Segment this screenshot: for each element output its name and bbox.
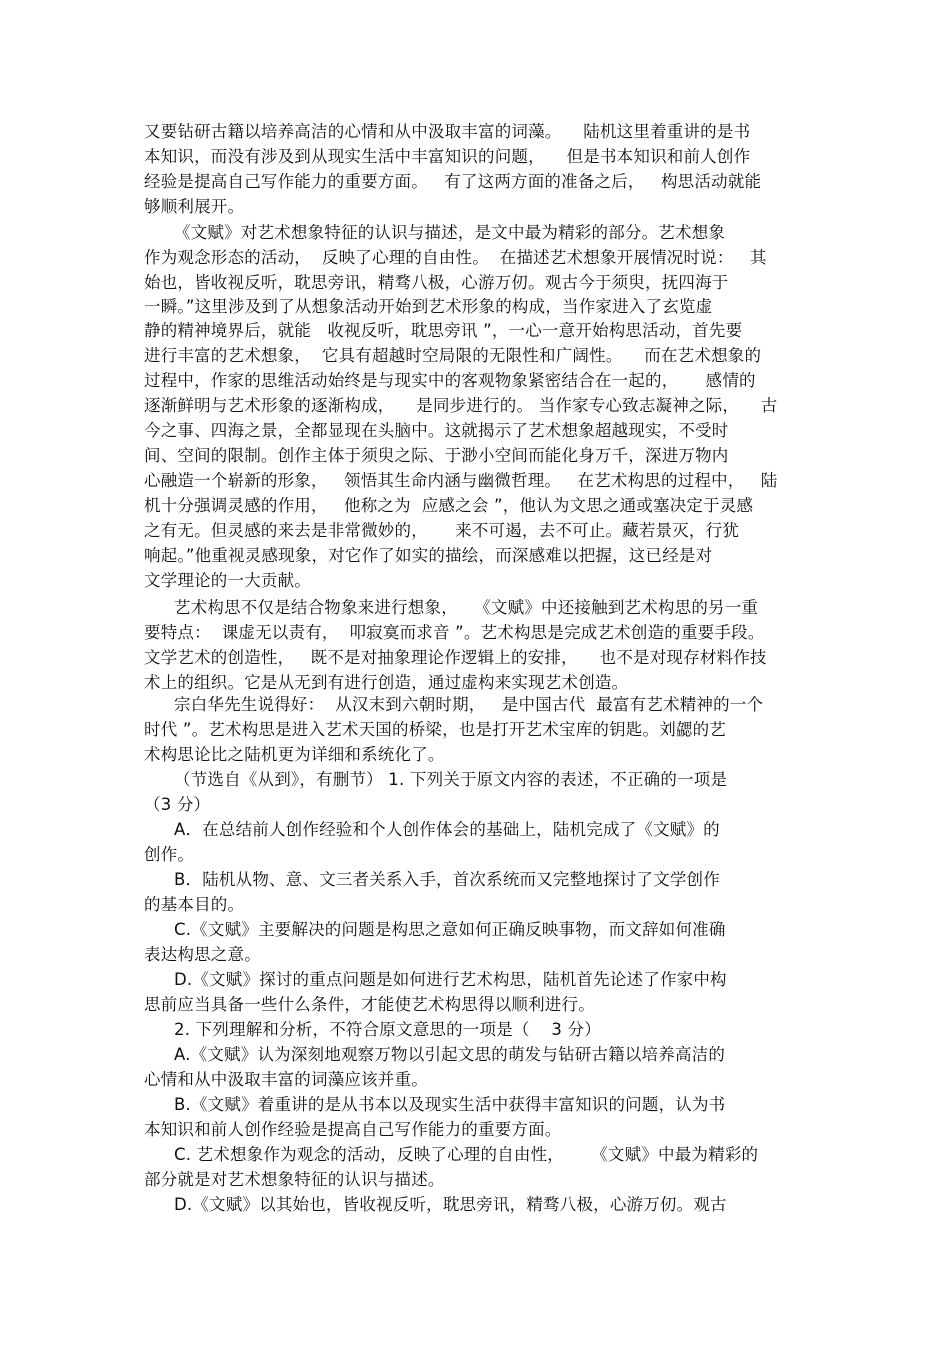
- text-line: 又要钻研古籍以培养高洁的心情和从中汲取丰富的词藻。 陆机这里着重讲的是书: [144, 122, 751, 141]
- text-line: D.《文赋》以其始也，皆收视反听，耽思旁讯，精骛八极，心游万仞。观古: [174, 1195, 727, 1214]
- text-line: 本知识，而没有涉及到从现实生活中丰富知识的问题， 但是书本知识和前人创作: [144, 147, 751, 166]
- text-line: 《文赋》对艺术想象特征的认识与描述，是文中最为精彩的部分。艺术想象: [174, 223, 726, 242]
- text-line: （节选自《从到》，有删节） 1. 下列关于原文内容的表述，不正确的一项是: [174, 770, 728, 789]
- text-line: 逐渐鲜明与艺术形象的逐渐构成， 是同步进行的。 当作家专心致志凝神之际， 古: [144, 396, 778, 415]
- text-line: 过程中，作家的思维活动始终是与现实中的客观物象紧密结合在一起的， 感情的: [144, 371, 756, 390]
- text-line: 够顺利展开。: [144, 197, 245, 216]
- text-line: （3 分）: [144, 795, 211, 814]
- text-line: 文学理论的一大贡献。: [144, 571, 311, 590]
- text-line: D.《文赋》探讨的重点问题是如何进行艺术构思，陆机首先论述了作家中构: [174, 970, 727, 989]
- text-line: 时代 ”。艺术构思是进入艺术天国的桥梁，也是打开艺术宝库的钥匙。刘勰的艺: [144, 720, 726, 739]
- text-line: 表达构思之意。: [144, 945, 261, 964]
- text-line: B．陆机从物、意、文三者关系入手，首次系统而又完整地探讨了文学创作: [174, 870, 720, 889]
- text-line: 一瞬。”这里涉及到了从想象活动开始到艺术形象的构成，当作家进入了玄览虚: [144, 297, 713, 316]
- text-line: 文学艺术的创造性， 既不是对抽象理论作逻辑上的安排， 也不是对现存材料作技: [144, 648, 767, 667]
- text-line: C. 艺术想象作为观念的活动，反映了心理的自由性， 《文赋》中最为精彩的: [174, 1145, 759, 1164]
- text-line: 艺术构思不仅是结合物象来进行想象， 《文赋》中还接触到艺术构思的另一重: [174, 598, 759, 617]
- text-line: B.《文赋》着重讲的是从书本以及现实生活中获得丰富知识的问题，认为书: [174, 1095, 726, 1114]
- text-line: 2. 下列理解和分析，不符合原文意思的一项是（ 3 分）: [174, 1020, 601, 1039]
- text-line: 本知识和前人创作经验是提高自己写作能力的重要方面。: [144, 1120, 562, 1139]
- text-line: 要特点： 课虚无以责有， 叩寂寞而求音 ”。艺术构思是完成艺术创造的重要手段。: [144, 623, 765, 642]
- text-line: 静的精神境界后，就能 收视反听，耽思旁讯 ”，一心一意开始构思活动，首先要: [144, 321, 743, 340]
- text-line: 创作。: [144, 845, 195, 864]
- text-line: 的基本目的。: [144, 895, 245, 914]
- text-line: 术上的组织。它是从无到有进行创造，通过虚构来实现艺术创造。: [144, 673, 629, 692]
- text-line: 经验是提高自己写作能力的重要方面。 有了这两方面的准备之后， 构思活动就能: [144, 172, 762, 191]
- text-line: 进行丰富的艺术想象， 它具有超越时空局限的无限性和广阔性。 而在艺术想象的: [144, 346, 762, 365]
- text-line: 术构思论比之陆机更为详细和系统化了。: [144, 745, 445, 764]
- text-line: 心情和从中汲取丰富的词藻应该并重。: [144, 1070, 428, 1089]
- text-line: 之有无。但灵感的来去是非常微妙的， 来不可遏，去不可止。藏若景灭，行犹: [144, 521, 740, 540]
- text-line: 部分就是对艺术想象特征的认识与描述。: [144, 1170, 445, 1189]
- text-line: 宗白华先生说得好： 从汉末到六朝时期， 是中国古代 最富有艺术精神的一个: [174, 695, 764, 714]
- text-line: 机十分强调灵感的作用， 他称之为 应感之会 ”，他认为文思之通或塞决定于灵感: [144, 496, 754, 515]
- text-line: 响起。”他重视灵感现象，对它作了如实的描绘，而深感难以把握，这已经是对: [144, 546, 713, 565]
- text-line: 思前应当具备一些什么条件，才能使艺术构思得以顺利进行。: [144, 995, 595, 1014]
- text-line: 今之事、四海之景，全都显现在头脑中。这就揭示了艺术想象超越现实，不受时: [144, 421, 729, 440]
- text-line: 间、空间的限制。创作主体于须臾之际、于渺小空间而能化身万千，深进万物内: [144, 446, 729, 465]
- text-line: 心融造一个崭新的形象， 领悟其生命内涵与幽微哲理。 在艺术构思的过程中， 陆: [144, 471, 778, 490]
- text-line: A．在总结前人创作经验和个人创作体会的基础上，陆机完成了《文赋》的: [174, 820, 720, 839]
- text-line: C.《文赋》主要解决的问题是构思之意如何正确反映事物，而文辞如何准确: [174, 920, 726, 939]
- text-line: 始也，皆收视反听，耽思旁讯，精骛八极，心游万仞。观古今于须臾，抚四海于: [144, 273, 729, 292]
- text-line: 作为观念形态的活动， 反映了心理的自由性。 在描述艺术想象开展情况时说： 其: [144, 248, 767, 267]
- text-line: A.《文赋》认为深刻地观察万物以引起文思的萌发与钻研古籍以培养高洁的: [174, 1045, 726, 1064]
